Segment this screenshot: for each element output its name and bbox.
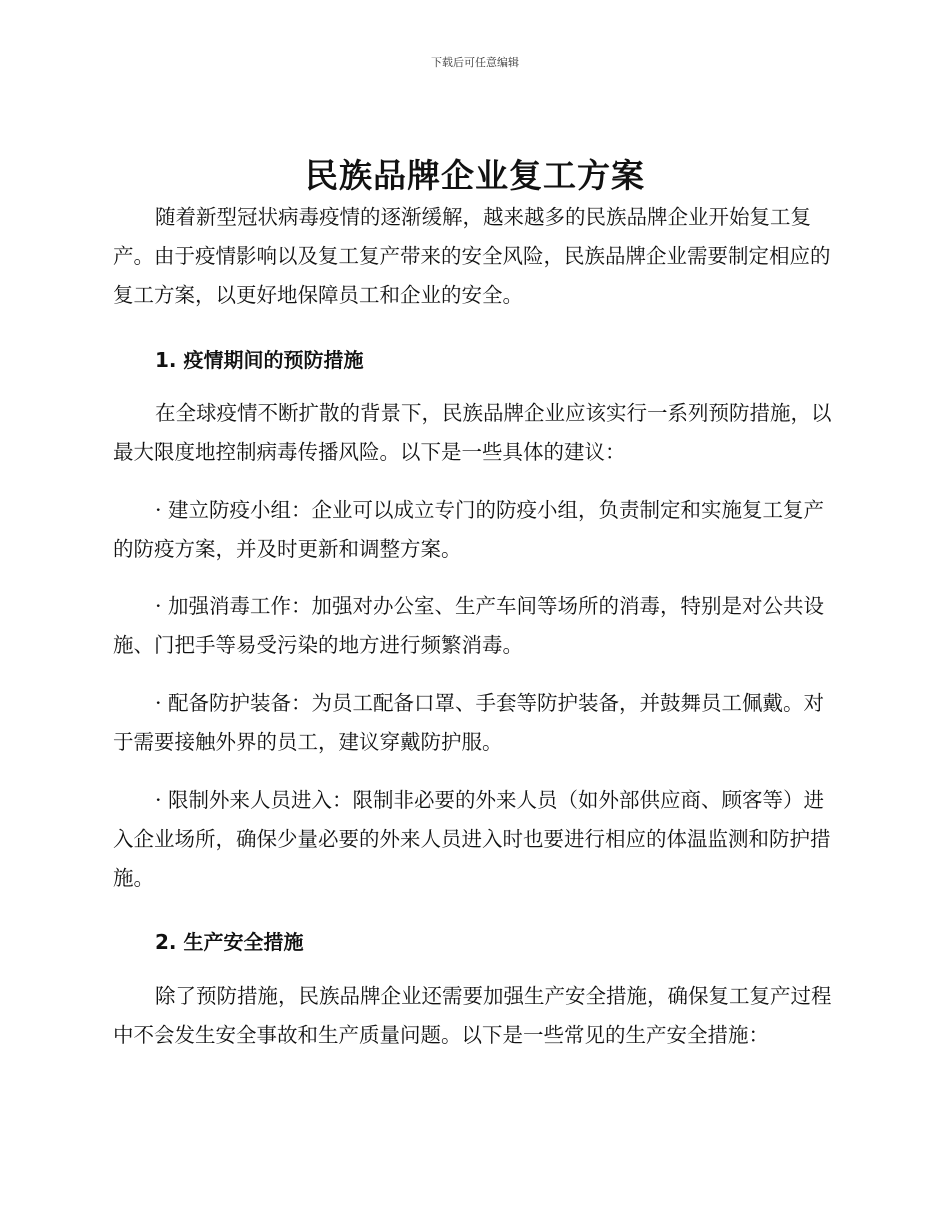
- section-heading-1: 1. 疫情期间的预防措施: [155, 348, 364, 372]
- bullet-item-4: · 限制外来人员进入：限制非必要的外来人员（如外部供应商、顾客等）进入企业场所，确保少量必要的外来人员进入时也要进行相应的体温监测和防护措施。: [113, 788, 831, 890]
- header-note: 下载后可任意编辑: [431, 56, 519, 69]
- section-heading-2: 2. 生产安全措施: [155, 930, 304, 954]
- section1-lead-paragraph: 在全球疫情不断扩散的背景下，民族品牌企业应该实行一系列预防措施，以最大限度地控制病毒传播风险。以下是一些具体的建议：: [113, 401, 832, 464]
- bullet-item-2: · 加强消毒工作：加强对办公室、生产车间等场所的消毒，特别是对公共设施、门把手等易受污染的地方进行频繁消毒。: [113, 594, 825, 657]
- intro-paragraph: 随着新型冠状病毒疫情的逐渐缓解，越来越多的民族品牌企业开始复工复产。由于疫情影响以及复工复产带来的安全风险，民族品牌企业需要制定相应的复工方案，以更好地保障员工和企业的安全。: [113, 205, 831, 307]
- bullet-item-3: · 配备防护装备：为员工配备口罩、手套等防护装备，并鼓舞员工佩戴。对于需要接触外界的员工，建议穿戴防护服。: [113, 691, 825, 754]
- section2-lead-paragraph: 除了预防措施，民族品牌企业还需要加强生产安全措施，确保复工复产过程中不会发生安全事故和生产质量问题。以下是一些常见的生产安全措施：: [113, 984, 832, 1047]
- document-title: 民族品牌企业复工方案: [305, 156, 645, 195]
- bullet-item-1: · 建立防疫小组：企业可以成立专门的防疫小组，负责制定和实施复工复产的防疫方案，并及时更新和调整方案。: [113, 498, 825, 561]
